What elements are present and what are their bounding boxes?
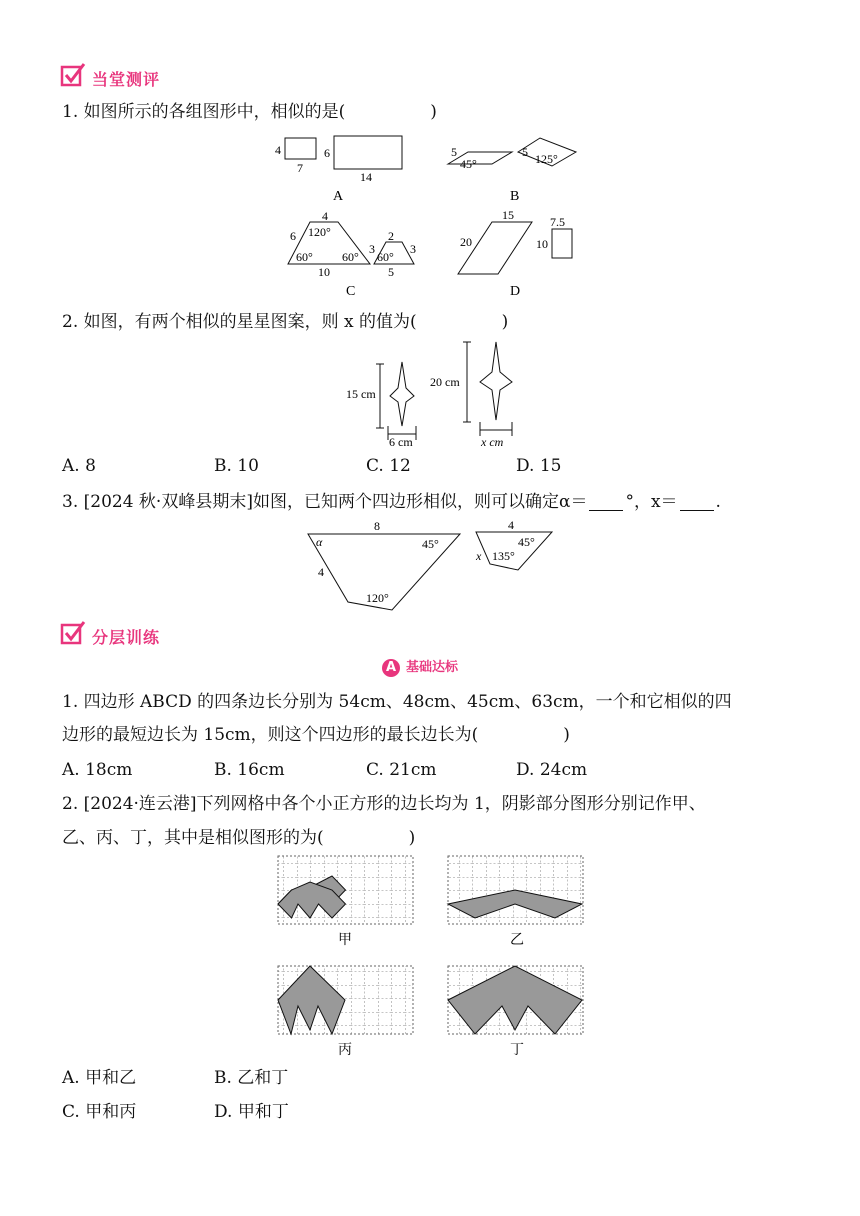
quad-1-side-4: 4 bbox=[318, 565, 324, 579]
practice-1-line-2: 边形的最短边长为 15cm，则这个四边形的最长边长为( ) bbox=[62, 725, 570, 745]
p1-option-a[interactable]: A. 18cm bbox=[62, 760, 133, 780]
label-yi: 乙 bbox=[510, 933, 524, 948]
grid-jia bbox=[278, 856, 413, 948]
subsection-title bbox=[382, 656, 458, 677]
practice-1-line-1: 1. 四边形 ABCD 的四条边长分别为 54cm、48cm、45cm、63cm，一个和它相似的四 bbox=[62, 692, 732, 712]
small-star bbox=[346, 362, 416, 449]
quad-2-angle-45: 45° bbox=[518, 535, 535, 549]
fig-a-side-14: 14 bbox=[360, 170, 372, 184]
fig-b bbox=[448, 138, 576, 204]
large-quadrilateral bbox=[308, 519, 460, 610]
checkbox-icon bbox=[60, 620, 86, 646]
fig-c-side-2a: 3 bbox=[369, 242, 375, 256]
fig-c-angle-4: 60° bbox=[377, 250, 394, 264]
x-answer-blank[interactable] bbox=[680, 496, 714, 511]
quad-1-angle-45: 45° bbox=[422, 537, 439, 551]
quad-2-x: x bbox=[476, 549, 482, 563]
level-a-badge: A bbox=[382, 659, 400, 677]
quad-1-top: 8 bbox=[374, 519, 380, 533]
question-1-stem: 1. 如图所示的各组图形中，相似的是( ) bbox=[62, 102, 437, 122]
quad-1-angle-120: 120° bbox=[366, 591, 389, 605]
label-b: B bbox=[510, 189, 520, 204]
label-bing: 丙 bbox=[338, 1043, 352, 1058]
q3-stem-a: 3. [2024 秋·双峰县期末]如图，已知两个四边形相似，则可以确定α＝ bbox=[62, 492, 588, 512]
q3-stem-b: °，x＝ bbox=[625, 492, 678, 512]
q2-option-d[interactable]: D. 15 bbox=[516, 456, 562, 476]
fig-c-angle-3: 60° bbox=[342, 250, 359, 264]
fig-c bbox=[288, 209, 416, 299]
question-2-stem: 2. 如图，有两个相似的星星图案，则 x 的值为( ) bbox=[62, 312, 509, 332]
section-header-1 bbox=[60, 62, 86, 92]
label-a: A bbox=[333, 189, 344, 204]
section-header-2 bbox=[60, 620, 86, 650]
q3-stem-c: . bbox=[715, 492, 721, 512]
fig-d bbox=[458, 208, 572, 299]
fig-b-angle-1: 45° bbox=[460, 157, 477, 171]
checkbox-icon bbox=[60, 62, 86, 88]
star-2-height: 20 cm bbox=[430, 375, 460, 389]
fig-b-angle-2: 125° bbox=[535, 152, 558, 166]
quad-2-top: 4 bbox=[508, 518, 514, 532]
star-2-width: x cm bbox=[481, 435, 504, 449]
section-title-2: 分层训练 bbox=[92, 628, 161, 647]
fig-c-angle-2: 60° bbox=[296, 250, 313, 264]
q1-figures bbox=[270, 132, 610, 302]
fig-a bbox=[275, 136, 402, 204]
p2-option-c[interactable]: C. 甲和丙 bbox=[62, 1102, 137, 1122]
grid-ding bbox=[448, 966, 583, 1058]
quad-1-alpha: α bbox=[316, 535, 323, 549]
fig-a-side-4: 4 bbox=[275, 143, 281, 157]
p2-option-d[interactable]: D. 甲和丁 bbox=[214, 1102, 289, 1122]
question-3-stem bbox=[62, 494, 721, 511]
fig-c-top-2: 2 bbox=[388, 229, 394, 243]
p2-option-a[interactable]: A. 甲和乙 bbox=[62, 1068, 137, 1088]
p2-option-b[interactable]: B. 乙和丁 bbox=[214, 1068, 289, 1088]
q3-quadrilaterals bbox=[300, 518, 560, 618]
fig-c-bottom-2: 5 bbox=[388, 265, 394, 279]
alpha-answer-blank[interactable] bbox=[589, 496, 623, 511]
fig-c-side-1: 6 bbox=[290, 229, 296, 243]
practice-2-line-2: 乙、丙、丁，其中是相似图形的为( ) bbox=[62, 828, 416, 848]
subsection-label: 基础达标 bbox=[406, 660, 459, 675]
q2-star-figures bbox=[340, 336, 540, 450]
label-jia: 甲 bbox=[338, 933, 352, 948]
grid-yi bbox=[448, 856, 583, 948]
small-quadrilateral bbox=[475, 518, 552, 570]
section-title-1: 当堂测评 bbox=[92, 70, 161, 89]
fig-c-side-2b: 3 bbox=[410, 242, 416, 256]
fig-c-top-1: 4 bbox=[322, 209, 328, 223]
q2-option-b[interactable]: B. 10 bbox=[214, 456, 259, 476]
fig-d-width: 7.5 bbox=[550, 215, 565, 229]
p2-grid-figures bbox=[270, 850, 590, 1064]
p1-option-c[interactable]: C. 21cm bbox=[366, 760, 437, 780]
quad-2-angle-135: 135° bbox=[492, 549, 515, 563]
p1-option-d[interactable]: D. 24cm bbox=[516, 760, 588, 780]
p1-option-b[interactable]: B. 16cm bbox=[214, 760, 285, 780]
fig-b-side-1: 5 bbox=[451, 145, 457, 159]
label-d: D bbox=[510, 284, 521, 299]
grid-bing bbox=[278, 966, 413, 1058]
label-c: C bbox=[346, 284, 356, 299]
large-star bbox=[430, 342, 512, 449]
fig-d-side: 20 bbox=[460, 235, 472, 249]
star-1-height: 15 cm bbox=[346, 387, 376, 401]
q2-option-a[interactable]: A. 8 bbox=[62, 456, 96, 476]
fig-b-side-2: 5 bbox=[522, 145, 528, 159]
fig-d-height: 10 bbox=[536, 237, 548, 251]
q2-option-c[interactable]: C. 12 bbox=[366, 456, 411, 476]
fig-d-top: 15 bbox=[502, 208, 514, 222]
fig-a-side-7: 7 bbox=[297, 161, 303, 175]
fig-c-bottom-1: 10 bbox=[318, 265, 330, 279]
fig-a-side-6: 6 bbox=[324, 146, 330, 160]
practice-2-line-1: 2. [2024·连云港]下列网格中各个小正方形的边长均为 1，阴影部分图形分别记作甲、 bbox=[62, 794, 706, 814]
star-1-width: 6 cm bbox=[389, 435, 413, 449]
fig-c-angle-1: 120° bbox=[308, 225, 331, 239]
label-ding: 丁 bbox=[510, 1043, 524, 1058]
